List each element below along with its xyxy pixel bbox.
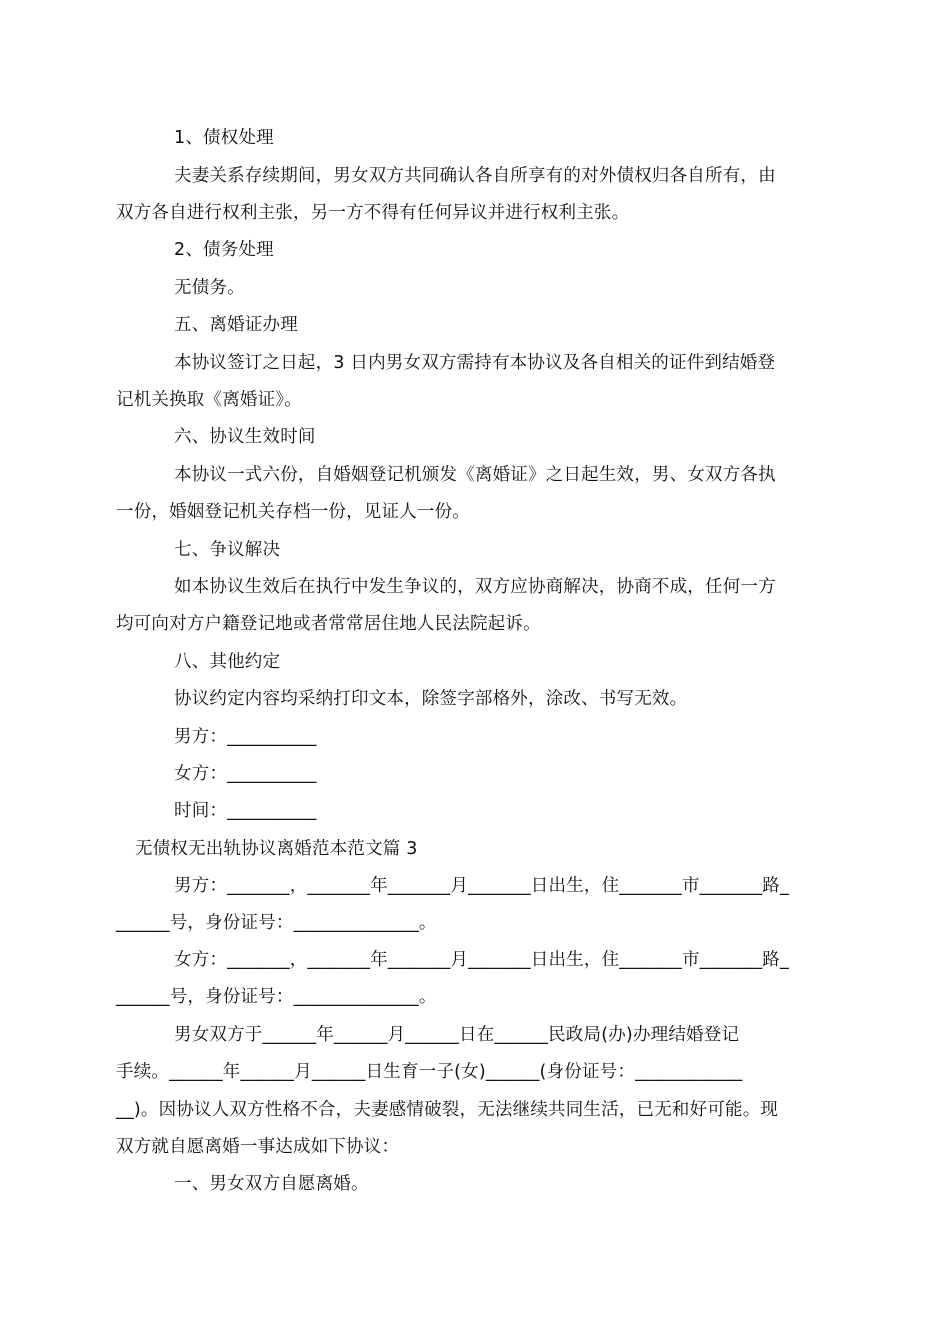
paragraph-line: 如本协议生效后在执行中发生争议的，双方应协商解决，协商不成，任何一方 — [174, 577, 776, 597]
paragraph-line: 夫妻关系存续期间，男女双方共同确认各自所享有的对外债权归各自所有，由 — [174, 166, 776, 186]
section-title: 无债权无出轨协议离婚范本范文篇 3 — [135, 839, 418, 859]
heading-divorce-certificate: 五、离婚证办理 — [174, 315, 298, 335]
paragraph-line: 本协议签订之日起，3 日内男女双方需持有本协议及各自相关的证件到结婚登 — [174, 353, 776, 373]
paragraph-line: 男方：_______，_______年_______月_______日出生，住_______市_______路_ — [174, 876, 789, 896]
heading-creditor-rights: 1、债权处理 — [174, 128, 274, 148]
paragraph-line: 协议约定内容均采纳打印文本，除签字部格外，涂改、书写无效。 — [174, 689, 688, 709]
clause-one: 一、男女双方自愿离婚。 — [174, 1174, 369, 1194]
paragraph-line: 一份，婚姻登记机关存档一份，见证人一份。 — [116, 502, 470, 522]
paragraph-line: 女方：_______，_______年_______月_______日出生，住_______市_______路_ — [174, 950, 789, 970]
heading-effective-time: 六、协议生效时间 — [174, 427, 316, 447]
paragraph-line: __)。因协议人双方性格不合，夫妻感情破裂，无法继续共同生活，已无和好可能。现 — [116, 1100, 779, 1120]
paragraph-line: 双方就自愿离婚一事达成如下协议： — [116, 1137, 400, 1157]
heading-other: 八、其他约定 — [174, 652, 281, 672]
paragraph-line: 男女双方于______年______月______日在______民政局(办)办理结婚登记 — [174, 1025, 740, 1045]
paragraph-line: ______号，身份证号：______________。 — [116, 987, 437, 1007]
paragraph-line: 记机关换取《离婚证》。 — [116, 390, 302, 410]
signature-date: 时间：__________ — [174, 801, 317, 821]
heading-dispute: 七、争议解决 — [174, 540, 281, 560]
paragraph-line: 本协议一式六份，自婚姻登记机颁发《离婚证》之日起生效，男、女双方各执 — [174, 465, 776, 485]
paragraph-line: 双方各自进行权利主张，另一方不得有任何异议并进行权利主张。 — [116, 203, 630, 223]
paragraph-line: 手续。______年______月______日生育一子(女)______(身份证号：____________ — [116, 1062, 743, 1082]
paragraph-line: 均可向对方户籍登记地或者常常居住地人民法院起诉。 — [116, 614, 541, 634]
signature-male: 男方：__________ — [174, 727, 317, 747]
paragraph-line: 无债务。 — [174, 278, 245, 298]
paragraph-line: ______号，身份证号：______________。 — [116, 913, 437, 933]
signature-female: 女方：__________ — [174, 764, 317, 784]
heading-debt: 2、债务处理 — [174, 240, 274, 260]
